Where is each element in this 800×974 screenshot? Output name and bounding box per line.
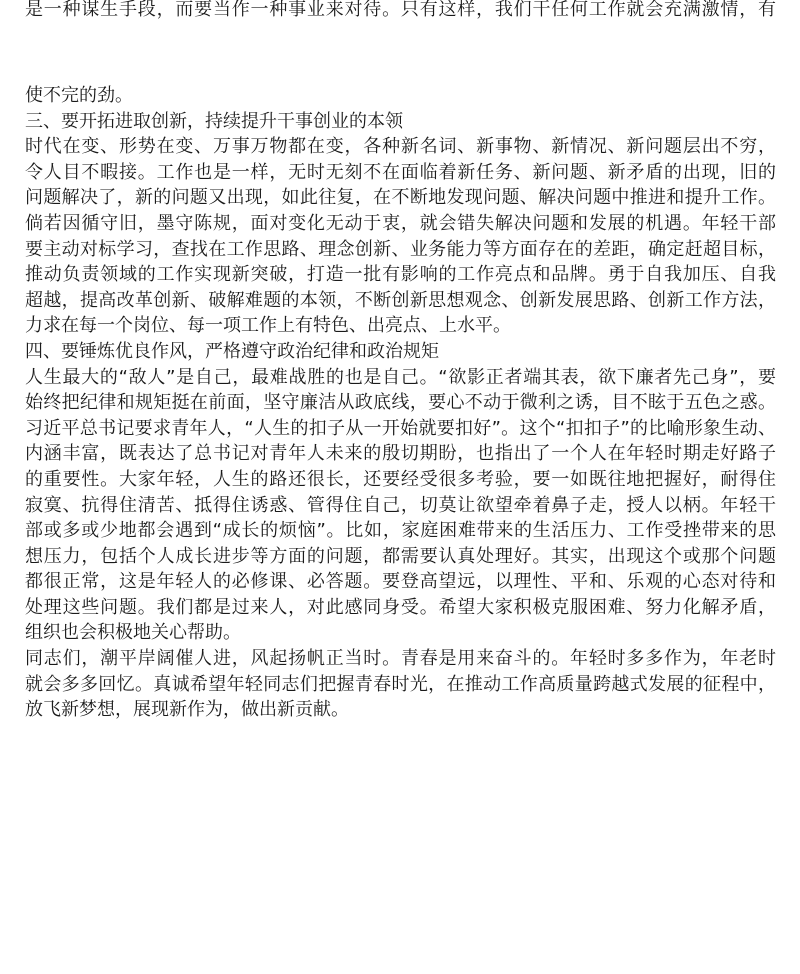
paragraph-line: 同志们，潮平岸阔催人进，风起扬帆正当时。青春是用来奋斗的。年轻时多多作为，年老时 (25, 648, 776, 670)
paragraph-line: 超越，提高改革创新、破解难题的本领，不断创新思想观念、创新发展思路、创新工作方法， (25, 289, 776, 311)
paragraph-line: 问题解决了，新的问题又出现，如此往复，在不断地发现问题、解决问题中推进和提升工作。 (25, 187, 776, 209)
paragraph-line: 习近平总书记要求青年人，“人生的扣子从一开始就要扣好”。这个“扣扣子”的比喻形象生动、 (25, 417, 776, 439)
paragraph-line: 是一种谋生手段，而要当作一种事业来对待。只有这样，我们干任何工作就会充满激情，有 (25, 0, 776, 20)
paragraph-line: 倘若因循守旧，墨守陈规，面对变化无动于衷，就会错失解决问题和发展的机遇。年轻干部 (25, 212, 776, 234)
paragraph-line: 组织也会积极地关心帮助。 (25, 622, 241, 644)
section-heading: 三、要开拓进取创新，持续提升干事创业的本领 (25, 110, 403, 132)
paragraph-line: 的重要性。大家年轻，人生的路还很长，还要经受很多考验，要一如既往地把握好，耐得住 (25, 468, 776, 490)
paragraph-line: 令人目不暇接。工作也是一样，无时无刻不在面临着新任务、新问题、新矛盾的出现，旧的 (25, 161, 776, 183)
section-heading: 四、要锤炼优良作风，严格遵守政治纪律和政治规矩 (25, 340, 439, 362)
paragraph-line: 寂寞、抗得住清苦、抵得住诱惑、管得住自己，切莫让欲望牵着鼻子走，授人以柄。年轻干 (25, 494, 776, 516)
paragraph-line: 内涵丰富，既表达了总书记对青年人未来的殷切期盼，也指出了一个人在年轻时期走好路子 (25, 443, 776, 465)
paragraph-line: 时代在变、形势在变、万事万物都在变，各种新名词、新事物、新情况、新问题层出不穷， (25, 136, 776, 158)
paragraph-line: 想压力，包括个人成长进步等方面的问题，都需要认真处理好。其实，出现这个或那个问题 (25, 545, 776, 567)
paragraph-line: 力求在每一个岗位、每一项工作上有特色、出亮点、上水平。 (25, 315, 511, 337)
paragraph-line: 处理这些问题。我们都是过来人，对此感同身受。希望大家积极克服困难、努力化解矛盾， (25, 596, 776, 618)
paragraph-line: 推动负责领域的工作实现新突破，打造一批有影响的工作亮点和品牌。勇于自我加压、自我 (25, 264, 776, 286)
paragraph-line: 使不完的劲。 (25, 85, 133, 106)
paragraph-line: 要主动对标学习，查找在工作思路、理念创新、业务能力等方面存在的差距，确定赶超目标， (25, 238, 776, 260)
paragraph-line: 始终把纪律和规矩挺在前面，坚守廉洁从政底线，要心不动于微利之诱，目不眩于五色之惑。 (25, 392, 776, 414)
paragraph-line: 人生最大的“敌人”是自己，最难战胜的也是自己。“欲影正者端其表，欲下廉者先己身”，要 (25, 366, 776, 388)
paragraph-line: 就会多多回忆。真诚希望年轻同志们把握青春时光，在推动工作高质量跨越式发展的征程中， (25, 673, 776, 695)
paragraph-line: 都很正常，这是年轻人的必修课、必答题。要登高望远，以理性、平和、乐观的心态对待和 (25, 571, 776, 593)
paragraph-line: 放飞新梦想，展现新作为，做出新贡献。 (25, 699, 349, 721)
paragraph-line: 部或多或少地都会遇到“成长的烦恼”。比如，家庭困难带来的生活压力、工作受挫带来的思 (25, 520, 776, 542)
document-body (0, 83, 800, 723)
top-fragment-block (0, 0, 800, 23)
